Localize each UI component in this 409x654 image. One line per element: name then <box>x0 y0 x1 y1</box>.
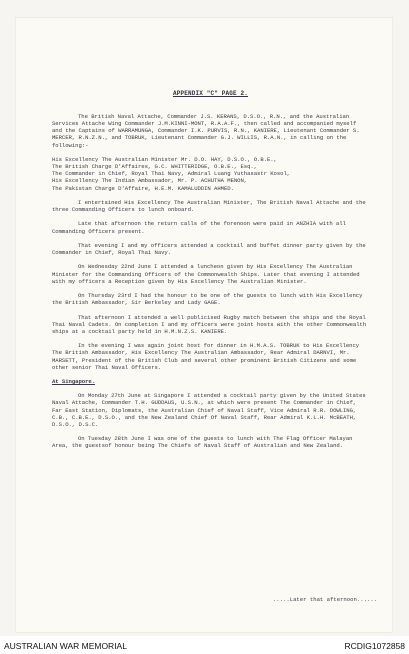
paragraph-wednesday: On Wednesday 22nd June I attended a luncheon given by His Excellency The Australian Minister for the Commanding Officers of the Commonwealth Ships. Later that evening I attended with my officers a Reception given by His Excellency The Australian Minister. <box>52 263 363 285</box>
archive-id: RCDIG1072858 <box>344 641 405 651</box>
paragraph-rugby: That afternoon I attended a well publicised Rugby match between the ships and the Royal Thai Naval Cadets. On completion I and my officers were joint hosts with the other Commonwealth ships at a cocktail party held in H.M.N.Z.S. KANIERE. <box>52 313 370 335</box>
subheading-singapore: At Singapore. <box>52 378 95 386</box>
archive-credit: AUSTRALIAN WAR MEMORIAL <box>4 641 127 651</box>
paragraph-attaches: The British Naval Attache, Commander J.S. KERANS, D.S.O., R.N., and the Australian Services Attache Wing Commander J.M.KINNI-MONT, R.A.A.F., then called and accompanied myself and the Captains of WARRAMUNGA, Commander I.K. PURVIS, R.N., KANIERE, Lieutenant Commander S. MERCER, R.N.Z.N., and TOBRUK, Lieutenant Commander G.J. WILLIS, R.A.N., in calling on the following:- <box>52 113 363 149</box>
document-body <box>52 90 369 457</box>
caption-bar <box>0 636 409 654</box>
paragraph-calls-list: His Excellency The Australian Minister Mr. D.O. HAY, D.S.O., O.B.E., The British Charge D'Affaires, G.C. WHITTERIDGE, O.B.E., Esq., The Commander in Chief, Royal Thai Navy, Admiral Luang Yuthasastr Kosol, His Excellency The Indian Ambassador, Mr. P. ACHUTHA MENON, The Pakistan Charge D'Affaire, H.E.M. KAMALUDDIN AHMED. <box>52 155 291 192</box>
continuation-note: .....Later that afternoon...... <box>272 596 377 603</box>
paragraph-lunch-onboard: I entertained His Excellency The Australian Minister, The British Naval Attache and the three Commanding Officers to lunch onboard. <box>52 198 370 214</box>
paragraph-thursday: On Thursday 23rd I had the honour to be one of the guests to lunch with His Excellency the British Ambassador, Sir Berkeley and Lady GAGE. <box>52 292 366 307</box>
paragraph-evening-dinner: In the evening I was again joint host for dinner in H.M.A.S. TOBRUK to His Excellency The British Ambassador, His Excellency The Australian Ambassador, Rear Admiral DARNVI, Mr. MARSETT, President of the British Club and several other prominent British Citizens and some other senior Thai Naval Officers. <box>52 342 363 371</box>
paragraph-return-calls: Late that afternoon the return calls of the forenoon were paid in ANZHIA with all Commanding Officers present. <box>52 220 350 235</box>
paragraph-tuesday-singapore: On Tuesday 28th June I was one of the guests to lunch with The Flag Officer Malayan Area, the guestsof honour being The Chiefs of Naval Staff of Australian and New Zealand. <box>52 435 356 450</box>
paragraph-cocktail-dinner: That evening I and my officers attended a cocktail and buffet dinner party given by the Commander in Chief, Royal Thai Navy. <box>52 241 370 257</box>
paragraph-monday-singapore: On Monday 27th June at Singapore I attended a cocktail party given by the United States Naval Attache, Commander T.H. GUDDAUS, U.S.N., at which were present The Commander in Chief, Far East Station, Diplomats, the Australian Chief of Naval Staff, Vice Admiral R.R. DOWLING, C.B., C.B.E., D.S.O., and the New Zealand Chief Of Naval Staff, Rear Admiral K.L.H. McBEATH, D.S.O., D.S.C. <box>52 392 370 428</box>
document-title: APPENDIX "C" PAGE 2. <box>172 90 248 97</box>
